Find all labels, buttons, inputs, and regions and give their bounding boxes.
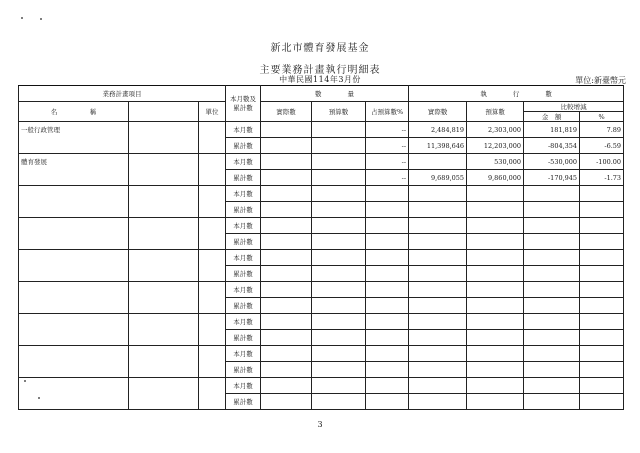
name-sub xyxy=(129,186,199,218)
row-actual-qty xyxy=(261,250,312,266)
row-diff-percent xyxy=(580,394,624,410)
row-budget-qty xyxy=(312,330,366,346)
row-diff-amount xyxy=(524,250,580,266)
row-diff-percent: -100.00 xyxy=(580,154,624,170)
name-sub xyxy=(129,250,199,282)
row-actual-amount xyxy=(409,202,467,218)
row-period: 本月數 xyxy=(226,346,261,362)
row-budget-qty xyxy=(312,282,366,298)
row-actual-amount xyxy=(409,298,467,314)
row-period: 累計數 xyxy=(226,298,261,314)
row-pct-budget xyxy=(366,346,409,362)
row-actual-amount xyxy=(409,234,467,250)
row-pct-budget: -- xyxy=(366,122,409,138)
row-budget-qty xyxy=(312,250,366,266)
row-budget-qty xyxy=(312,154,366,170)
row-period: 本月數 xyxy=(226,122,261,138)
row-budget-amount xyxy=(467,298,524,314)
name-sub xyxy=(129,282,199,314)
compare-header: 比較增減 xyxy=(524,102,624,112)
amount-header: 金 額 xyxy=(524,112,580,122)
name-sub xyxy=(129,154,199,186)
row-budget-qty xyxy=(312,218,366,234)
table-row xyxy=(19,186,624,202)
row-pct-budget xyxy=(366,202,409,218)
row-budget-amount xyxy=(467,218,524,234)
row-diff-percent xyxy=(580,298,624,314)
row-actual-amount: 11,398,646 xyxy=(409,138,467,154)
row-period: 本月數 xyxy=(226,186,261,202)
row-pct-budget xyxy=(366,362,409,378)
row-pct-budget xyxy=(366,298,409,314)
row-pct-budget xyxy=(366,314,409,330)
row-budget-amount xyxy=(467,266,524,282)
row-budget-amount xyxy=(467,202,524,218)
row-diff-percent xyxy=(580,282,624,298)
row-period: 累計數 xyxy=(226,202,261,218)
row-diff-amount xyxy=(524,234,580,250)
row-unit xyxy=(199,346,226,378)
row-name xyxy=(19,250,129,282)
row-actual-amount xyxy=(409,250,467,266)
row-unit xyxy=(199,186,226,218)
row-period: 累計數 xyxy=(226,138,261,154)
row-pct-budget xyxy=(366,234,409,250)
row-diff-amount xyxy=(524,314,580,330)
row-unit xyxy=(199,250,226,282)
row-actual-qty xyxy=(261,266,312,282)
budget-qty-header: 預算數 xyxy=(312,102,366,122)
row-budget-qty xyxy=(312,298,366,314)
row-name xyxy=(19,186,129,218)
row-budget-amount xyxy=(467,186,524,202)
report-title: 主要業務計畫執行明細表 xyxy=(259,65,381,76)
row-period: 累計數 xyxy=(226,394,261,410)
row-pct-budget xyxy=(366,266,409,282)
row-actual-amount xyxy=(409,394,467,410)
row-period: 本月數 xyxy=(226,282,261,298)
row-diff-amount: -804,354 xyxy=(524,138,580,154)
row-budget-qty xyxy=(312,202,366,218)
org-title: 新北市體育發展基金 xyxy=(270,43,370,54)
row-name: 體育發展 xyxy=(19,154,129,186)
row-budget-amount: 9,860,000 xyxy=(467,170,524,186)
execution-header: 執 行 數 xyxy=(409,86,624,102)
execution-detail-table xyxy=(18,85,624,410)
row-actual-qty xyxy=(261,122,312,138)
row-budget-amount xyxy=(467,314,524,330)
row-period: 本月數 xyxy=(226,218,261,234)
scan-speck xyxy=(24,380,26,382)
row-pct-budget: -- xyxy=(366,138,409,154)
percent-header: % xyxy=(580,112,624,122)
row-name xyxy=(19,282,129,314)
row-period: 累計數 xyxy=(226,234,261,250)
row-actual-qty xyxy=(261,138,312,154)
row-period: 累計數 xyxy=(226,266,261,282)
row-diff-percent xyxy=(580,218,624,234)
name-sub xyxy=(129,218,199,250)
table-row xyxy=(19,314,624,330)
row-actual-amount xyxy=(409,330,467,346)
name-sub xyxy=(129,346,199,378)
row-budget-amount: 530,000 xyxy=(467,154,524,170)
row-unit xyxy=(199,154,226,186)
row-diff-percent xyxy=(580,378,624,394)
row-actual-qty xyxy=(261,298,312,314)
row-budget-qty xyxy=(312,314,366,330)
row-diff-amount xyxy=(524,298,580,314)
row-budget-amount xyxy=(467,394,524,410)
row-diff-percent: -6.59 xyxy=(580,138,624,154)
row-unit xyxy=(199,122,226,154)
row-actual-amount xyxy=(409,154,467,170)
row-actual-amount xyxy=(409,314,467,330)
row-pct-budget xyxy=(366,378,409,394)
row-unit xyxy=(199,378,226,410)
row-actual-qty xyxy=(261,346,312,362)
row-actual-amount: 9,689,055 xyxy=(409,170,467,186)
row-actual-qty xyxy=(261,378,312,394)
row-unit xyxy=(199,282,226,314)
row-pct-budget xyxy=(366,282,409,298)
row-diff-percent: 7.89 xyxy=(580,122,624,138)
row-diff-percent xyxy=(580,250,624,266)
row-diff-amount xyxy=(524,202,580,218)
actual-amt-header: 實際數 xyxy=(409,102,467,122)
table-row xyxy=(19,282,624,298)
scan-speck xyxy=(40,18,42,20)
row-budget-qty xyxy=(312,138,366,154)
row-budget-qty xyxy=(312,394,366,410)
row-actual-amount: 2,484,819 xyxy=(409,122,467,138)
actual-qty-header: 實際數 xyxy=(261,102,312,122)
row-pct-budget xyxy=(366,218,409,234)
row-budget-qty xyxy=(312,266,366,282)
table-row xyxy=(19,250,624,266)
table-row xyxy=(19,378,624,394)
row-actual-amount xyxy=(409,266,467,282)
row-actual-qty xyxy=(261,186,312,202)
row-diff-amount xyxy=(524,282,580,298)
row-diff-percent xyxy=(580,330,624,346)
row-budget-qty xyxy=(312,346,366,362)
row-diff-amount xyxy=(524,378,580,394)
name-header: 名 稱 xyxy=(19,102,129,122)
row-budget-qty xyxy=(312,378,366,394)
row-budget-qty xyxy=(312,170,366,186)
row-unit xyxy=(199,218,226,250)
row-diff-amount: -170,945 xyxy=(524,170,580,186)
row-diff-amount xyxy=(524,330,580,346)
row-actual-qty xyxy=(261,202,312,218)
row-budget-amount: 12,203,000 xyxy=(467,138,524,154)
row-name xyxy=(19,346,129,378)
name-sub xyxy=(129,378,199,410)
table-row xyxy=(19,154,624,170)
row-actual-amount xyxy=(409,346,467,362)
row-budget-qty xyxy=(312,122,366,138)
row-pct-budget xyxy=(366,394,409,410)
row-actual-qty xyxy=(261,330,312,346)
row-budget-amount xyxy=(467,282,524,298)
row-period: 本月數 xyxy=(226,250,261,266)
row-pct-budget xyxy=(366,330,409,346)
budget-amt-header: 預算數 xyxy=(467,102,524,122)
plan-item-header: 業務計畫項目 xyxy=(19,86,226,102)
row-period: 累計數 xyxy=(226,362,261,378)
row-diff-percent xyxy=(580,362,624,378)
row-diff-amount: -530,000 xyxy=(524,154,580,170)
row-diff-percent xyxy=(580,186,624,202)
row-name xyxy=(19,378,129,410)
row-actual-qty xyxy=(261,218,312,234)
scan-speck xyxy=(21,17,23,19)
row-period: 本月數 xyxy=(226,378,261,394)
quantity-header: 數 量 xyxy=(261,86,409,102)
row-budget-amount: 2,303,000 xyxy=(467,122,524,138)
row-period: 累計數 xyxy=(226,330,261,346)
row-pct-budget xyxy=(366,186,409,202)
row-actual-qty xyxy=(261,394,312,410)
row-diff-percent xyxy=(580,266,624,282)
row-pct-budget: -- xyxy=(366,154,409,170)
scan-speck xyxy=(38,397,40,399)
row-diff-amount xyxy=(524,186,580,202)
unit-header: 單位 xyxy=(199,102,226,122)
row-actual-qty xyxy=(261,234,312,250)
row-actual-amount xyxy=(409,218,467,234)
row-actual-qty xyxy=(261,314,312,330)
currency-unit: 單位:新臺幣元 xyxy=(575,76,626,85)
name-sub xyxy=(129,122,199,154)
row-budget-qty xyxy=(312,186,366,202)
row-diff-amount xyxy=(524,346,580,362)
row-name: 一般行政管理 xyxy=(19,122,129,154)
row-unit xyxy=(199,314,226,346)
row-name xyxy=(19,314,129,346)
row-period: 累計數 xyxy=(226,170,261,186)
pct-budget-header: 占預算數% xyxy=(366,102,409,122)
row-actual-amount xyxy=(409,362,467,378)
month-cumulative-header: 本月數及累計數 xyxy=(226,86,261,122)
row-diff-percent: -1.73 xyxy=(580,170,624,186)
row-diff-percent xyxy=(580,202,624,218)
page-number: 3 xyxy=(317,420,323,429)
row-budget-amount xyxy=(467,362,524,378)
row-diff-percent xyxy=(580,346,624,362)
row-diff-percent xyxy=(580,234,624,250)
row-actual-qty xyxy=(261,282,312,298)
row-actual-amount xyxy=(409,282,467,298)
name-sub xyxy=(129,314,199,346)
row-actual-qty xyxy=(261,154,312,170)
row-period: 本月數 xyxy=(226,314,261,330)
row-actual-amount xyxy=(409,378,467,394)
row-budget-amount xyxy=(467,234,524,250)
row-diff-amount: 181,819 xyxy=(524,122,580,138)
row-budget-amount xyxy=(467,346,524,362)
row-budget-amount xyxy=(467,330,524,346)
row-diff-amount xyxy=(524,218,580,234)
row-pct-budget: -- xyxy=(366,170,409,186)
row-actual-qty xyxy=(261,362,312,378)
row-budget-qty xyxy=(312,234,366,250)
row-budget-amount xyxy=(467,378,524,394)
row-budget-qty xyxy=(312,362,366,378)
row-pct-budget xyxy=(366,250,409,266)
row-actual-amount xyxy=(409,186,467,202)
report-period: 中華民國114年3月份 xyxy=(279,75,361,84)
table-row xyxy=(19,218,624,234)
row-diff-amount xyxy=(524,362,580,378)
table-row xyxy=(19,346,624,362)
row-name xyxy=(19,218,129,250)
table-row xyxy=(19,122,624,138)
row-diff-amount xyxy=(524,266,580,282)
row-actual-qty xyxy=(261,170,312,186)
row-period: 本月數 xyxy=(226,154,261,170)
row-diff-amount xyxy=(524,394,580,410)
row-budget-amount xyxy=(467,250,524,266)
row-diff-percent xyxy=(580,314,624,330)
